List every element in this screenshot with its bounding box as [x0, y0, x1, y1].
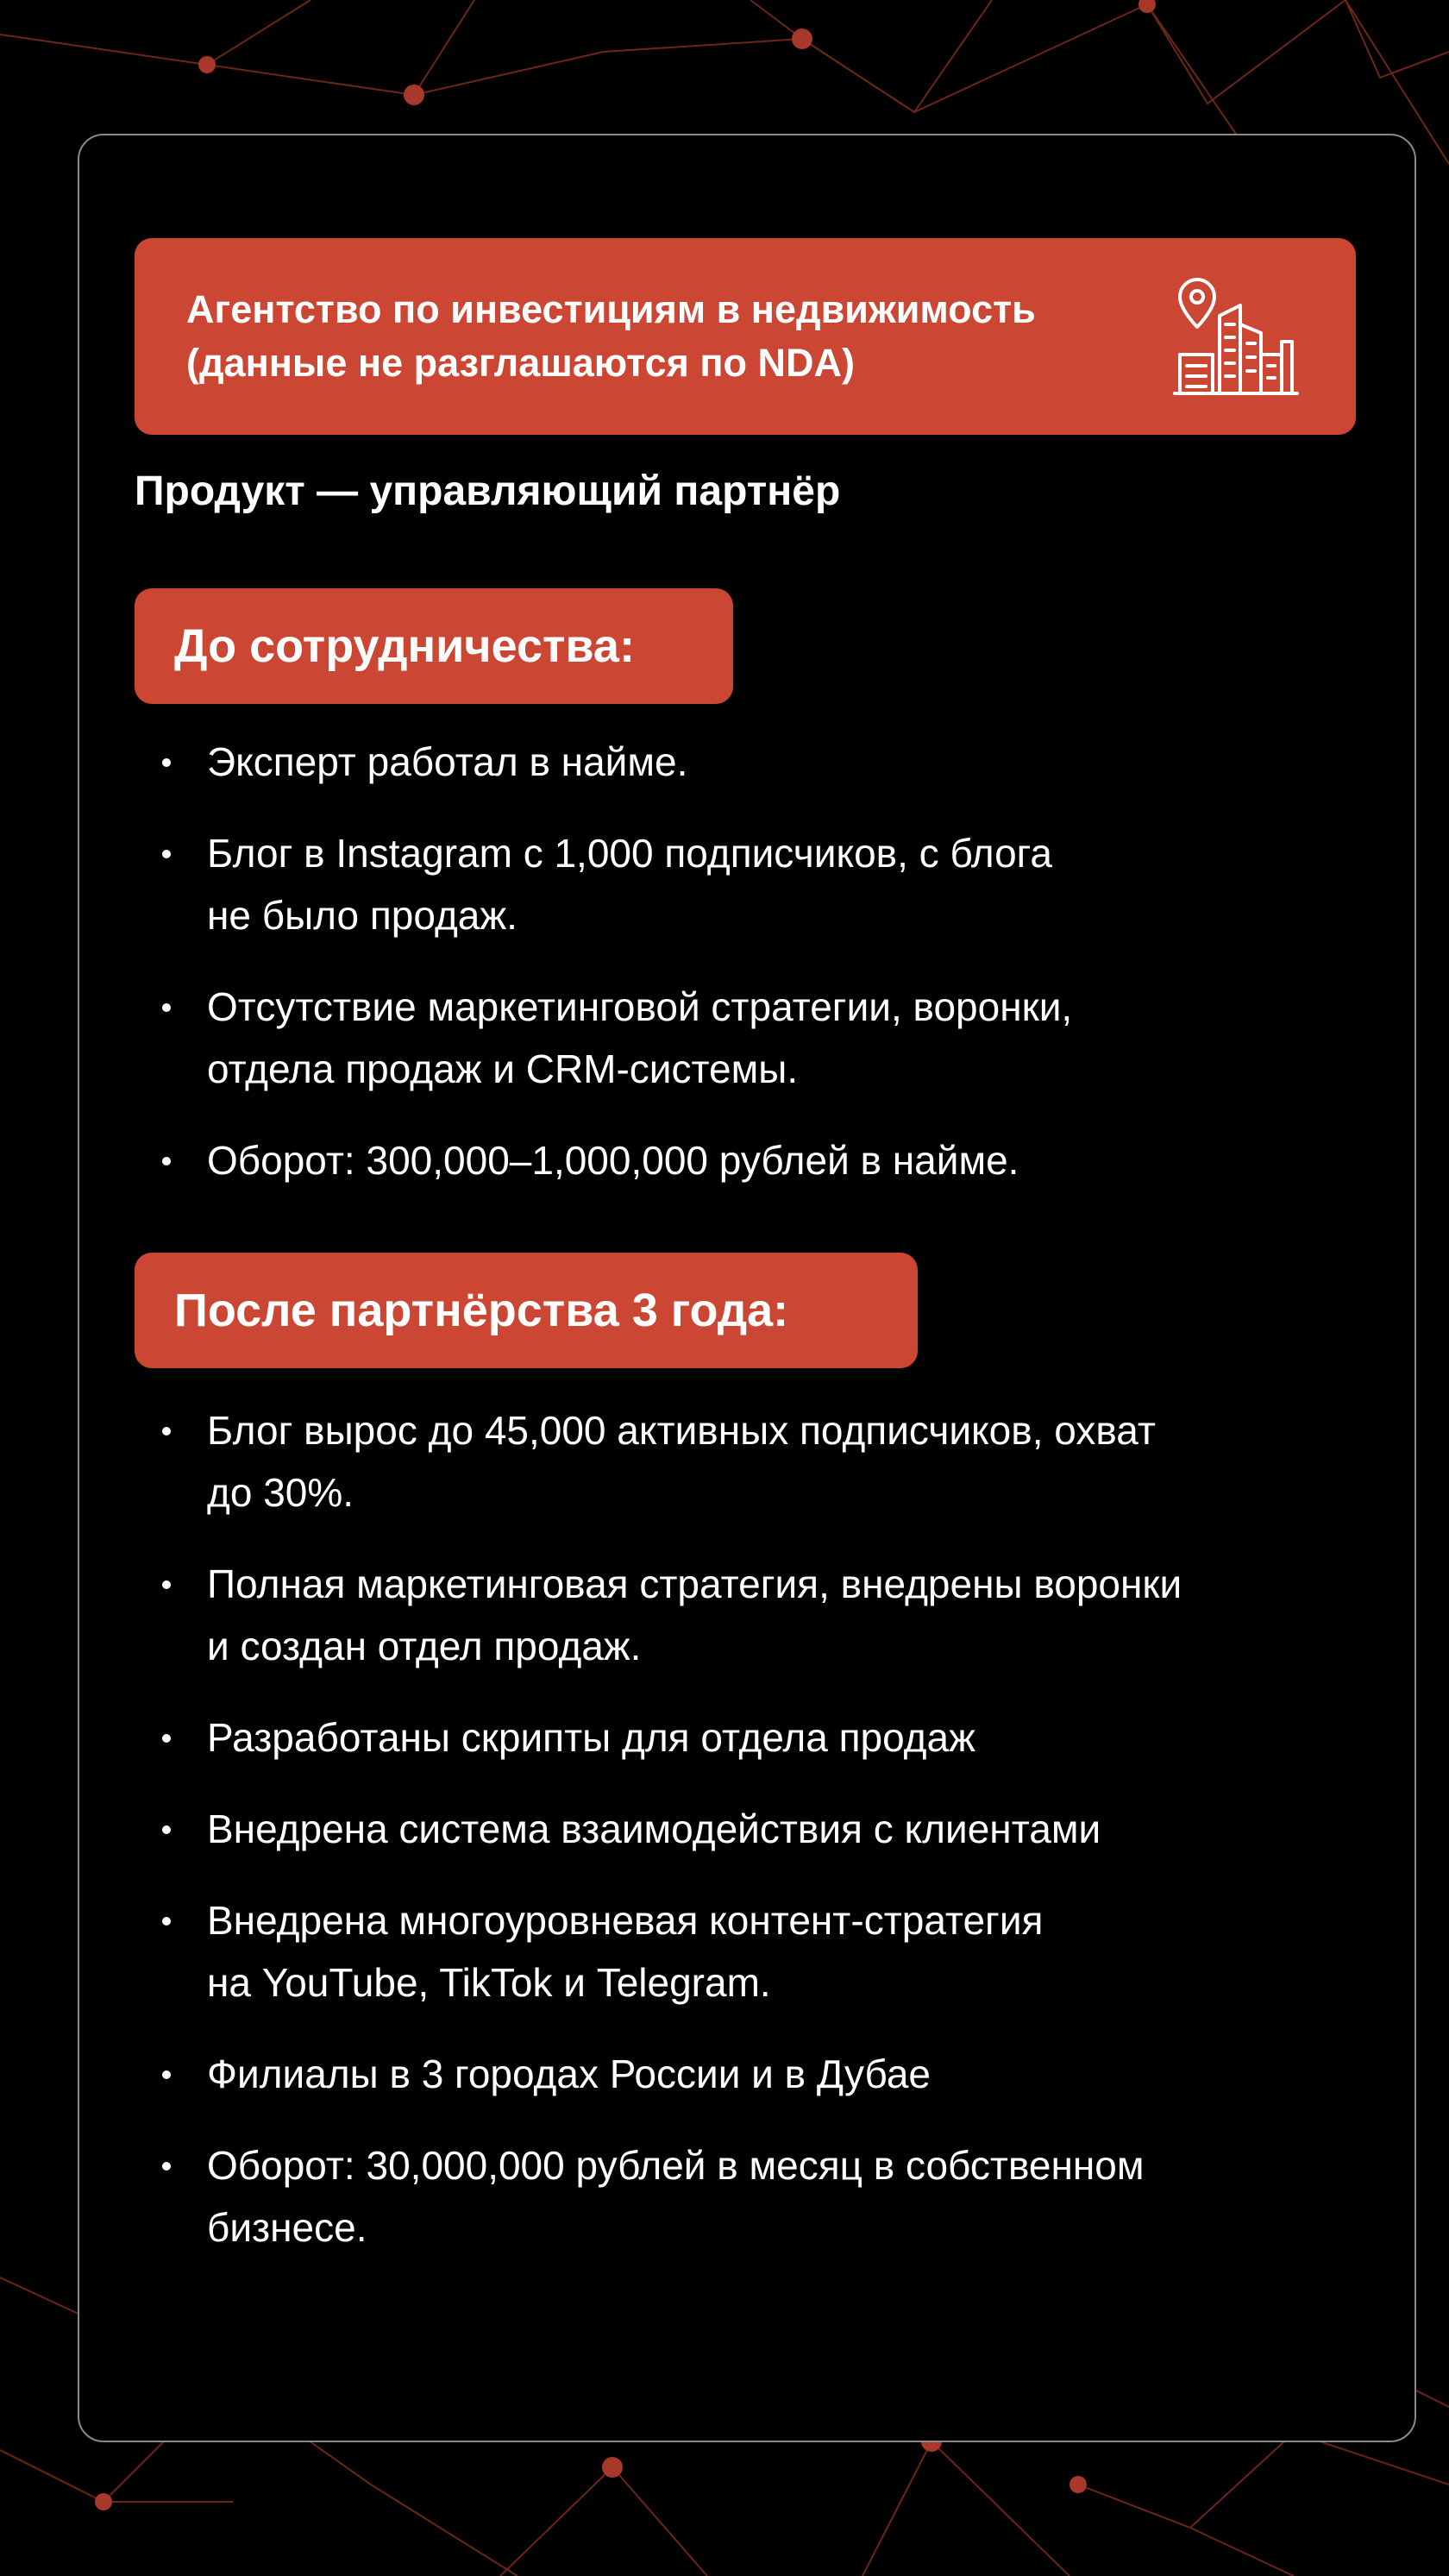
- header-title: [186, 283, 1170, 390]
- list-item: [135, 2043, 1359, 2105]
- list-item: [135, 1889, 1359, 2014]
- list-item: [135, 1553, 1359, 1677]
- bullet-icon: [162, 1580, 171, 1589]
- list-item-text: Блог в Instagram с 1,000 подписчиков, с блога: [207, 831, 1053, 876]
- list-item: [135, 1129, 1359, 1191]
- bullet-icon: [162, 850, 171, 858]
- list-item-text: Разработаны скрипты для отдела продаж: [207, 1715, 975, 1760]
- bullet-icon: [162, 1917, 171, 1926]
- list-item-text: не было продаж.: [207, 893, 518, 938]
- list-item: [135, 731, 1359, 793]
- list-item: [135, 976, 1359, 1100]
- list-item: [135, 1399, 1359, 1524]
- city-location-icon: [1171, 273, 1301, 402]
- bullet-icon: [162, 1427, 171, 1436]
- after-list: [135, 1399, 1359, 2288]
- list-item-text: Блог вырос до 45,000 активных подписчиков, охват: [207, 1408, 1156, 1453]
- list-item-text: бизнесе.: [207, 2205, 367, 2250]
- header-banner: [135, 238, 1356, 435]
- list-item: [135, 822, 1359, 946]
- bullet-icon: [162, 2070, 171, 2079]
- list-item-text: Филиалы в 3 городах России и в Дубае: [207, 2051, 932, 2096]
- bullet-icon: [162, 758, 171, 767]
- list-item: [135, 1798, 1359, 1860]
- content-card: [78, 134, 1416, 2442]
- bullet-icon: [162, 1734, 171, 1743]
- header-title-line-2: (данные не разглашаются по NDA): [186, 341, 855, 385]
- list-item-text: Внедрена система взаимодействия с клиентами: [207, 1806, 1101, 1851]
- bullet-icon: [162, 1003, 171, 1012]
- bullet-icon: [162, 1825, 171, 1834]
- after-heading: После партнёрства 3 года:: [135, 1253, 918, 1368]
- list-item-text: Полная маркетинговая стратегия, внедрены воронки: [207, 1561, 1182, 1606]
- bullet-icon: [162, 1157, 171, 1165]
- list-item-text: Эксперт работал в найме.: [207, 739, 688, 784]
- list-item-text: отдела продаж и CRM-системы.: [207, 1046, 799, 1091]
- list-item-text: Отсутствие маркетинговой стратегии, воронки,: [207, 984, 1073, 1029]
- before-list: [135, 731, 1359, 1221]
- list-item-text: на YouTube, TikTok и Telegram.: [207, 1960, 771, 2005]
- list-item: [135, 1706, 1359, 1769]
- product-title: Продукт — управляющий партнёр: [135, 468, 841, 514]
- before-heading: До сотрудничества:: [135, 588, 733, 704]
- list-item-text: и создан отдел продаж.: [207, 1624, 642, 1668]
- list-item: [135, 2134, 1359, 2259]
- list-item-text: Внедрена многоуровневая контент-стратегия: [207, 1898, 1044, 1943]
- list-item-text: до 30%.: [207, 1470, 354, 1515]
- header-title-line-1: Агентство по инвестициям в недвижимость: [186, 287, 1036, 331]
- list-item-text: Оборот: 30,000,000 рублей в месяц в собственном: [207, 2143, 1145, 2188]
- bullet-icon: [162, 2162, 171, 2171]
- list-item-text: Оборот: 300,000–1,000,000 рублей в найме.: [207, 1138, 1019, 1183]
